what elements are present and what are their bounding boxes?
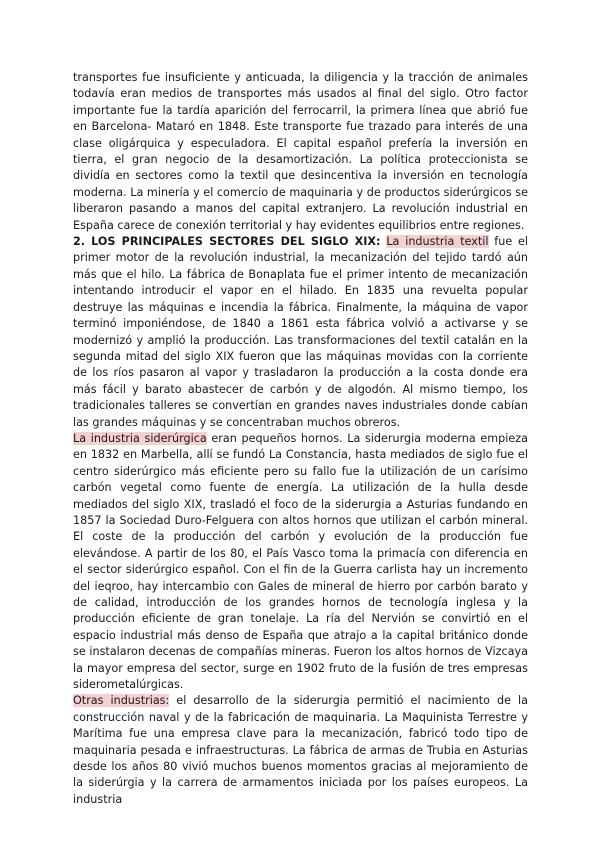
other-text: el desarrollo de la siderurgia permitió el nacimiento de la construcción naval y de la fabricación de maquinaria. La Maquinista Terrestre y Marítima fue una empresa clave para la mecanización, fabricó todo tipo de maquinaria pesada e infraestructuras. La fábrica de armas de Trubia en Asturias desde los años 80 vivió muchos buenos momentos gracias al mejoramiento de la siderúrgia y la carrera de armamentos iniciada por los países europeos. La industria	[73, 694, 528, 806]
paragraph-textile	[73, 234, 528, 431]
highlight-textile: La industria textil	[386, 235, 489, 249]
steel-text: eran pequeños hornos. La siderurgia moderna empieza en 1832 en Marbella, allí se fundó La Constancia, hasta mediados de siglo fue el centro siderúrgico más eficiente pero su fallo fue la utilización de un carísimo carbón vegetal como fuente de energía. La utilización de la hulla desde mediados del siglo XIX, trasladó el foco de la siderurgia a Asturias fundando en 1857 la Sociedad Duro-Felguera con altos hornos que utilizan el carbón mineral. El coste de la producción del carbón y evolución de la producción fue elevándose. A partir de los 80, el País Vasco toma la primacía con diferencia en el sector siderúrgico español. Con el fin de la Guerra carlista hay un incremento del ieqroo, hay intercambio con Gales de mineral de hierro por carbón barato y de calidad, introducción de los grandes hornos de tecnología inglesa y la producción eficiente de gran tonelaje. La ría del Nervión se convirtió en el espacio industrial más denso de España que atrajo a la capital británico donde se instalaron decenas de compañías mineras. Fueron los altos hornos de Vizcaya la mayor empresa del sector, surge en 1902 fruto de la fusión de tres empresas siderometalúrgicas.	[73, 431, 528, 692]
paragraph-other	[73, 693, 528, 808]
paragraph-steel	[73, 431, 528, 694]
textile-text: fue el primer motor de la revolución industrial, la mecanización del tejido tardó aún más que el hilo. La fábrica de Bonaplata fue el primer intento de mecanización intentando introducir el vapor en el hilado. En 1835 una revuelta popular destruye las máquinas e incendia la fábrica. Finalmente, la máquina de vapor terminó imponiéndose, de 1840 a 1861 esta fábrica volvió a activarse y se modernizó y amplió la producción. Las transformaciones del textil catalán en la segunda mitad del siglo XIX fueron que las máquinas movidas con la corriente de los ríos pasaron al vapor y trasladaron la producción a la costa donde era más fácil y barato abastecer de carbón y de algodón. Al mismo tiempo, los tradicionales talleres se convertían en grandes naves industriales donde cabían las grandes máquinas y se concentraban muchos obreros.	[73, 235, 529, 429]
highlight-other: Otras industrias:	[73, 694, 170, 708]
highlight-steel: La industria siderúrgica	[73, 431, 207, 445]
paragraph-transport: transportes fue insuficiente y anticuada, la diligencia y la tracción de animales todavía eran medios de transportes más usados al final del siglo. Otro factor importante fue la tardía aparición del ferrocarril, la primera línea que abrió fue en Barcelona- Mataró en 1848. Este transporte fue trazado para interés de una clase oligárquica y especuladora. El capital español prefería la inversión en tierra, el gran negocio de la desamortización. La política proteccionista se dividía en sectores como la textil que desincentiva la inversión en tecnología moderna. La minería y el comercio de maquinaria y de productos siderúrgicos se liberaron pasando a manos del capital extranjero. La revolución industrial en España carece de conexión territorial y hay evidentes equilibrios entre regiones.	[73, 71, 528, 232]
document-page	[73, 70, 528, 808]
section-heading: 2. LOS PRINCIPALES SECTORES DEL SIGLO XIX:	[73, 235, 381, 249]
